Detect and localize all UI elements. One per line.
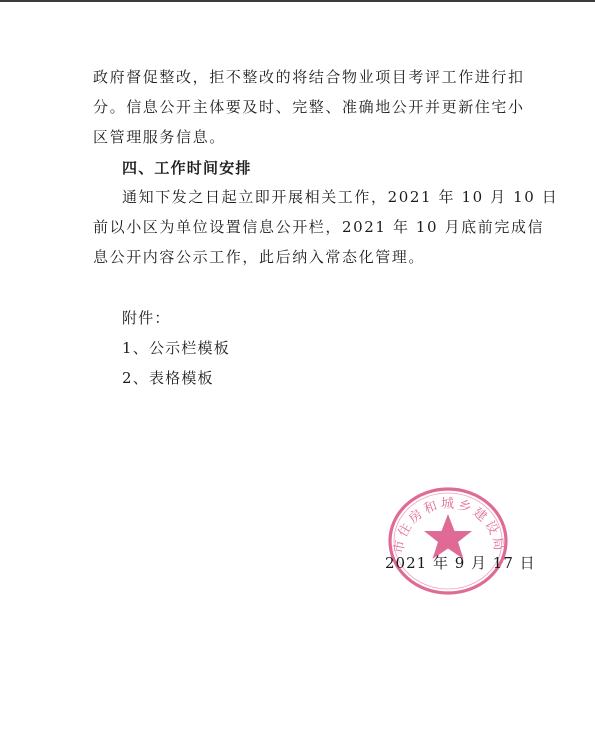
attachment-item: 2、表格模板 <box>122 369 214 387</box>
attachment-item: 1、公示栏模板 <box>122 339 230 357</box>
body-line: 区管理服务信息。 <box>93 128 226 146</box>
attachments-label: 附件： <box>122 309 171 327</box>
page-top-border <box>0 0 595 2</box>
official-seal-stamp <box>385 484 511 598</box>
body-line: 政府督促整改，拒不整改的将结合物业项目考评工作进行扣 <box>93 68 525 86</box>
seal-text: 市住房和城乡建设局 <box>391 497 507 555</box>
section-heading: 四、工作时间安排 <box>122 159 252 177</box>
document-date: 2021 年 9 月 17 日 <box>385 554 536 572</box>
body-line: 分。信息公开主体要及时、完整、准确地公开并更新住宅小 <box>93 98 525 116</box>
body-line: 息公开内容公示工作，此后纳入常态化管理。 <box>93 248 426 266</box>
body-line: 前以小区为单位设置信息公开栏，2021 年 10 月底前完成信 <box>93 218 545 236</box>
body-line: 通知下发之日起立即开展相关工作，2021 年 10 月 10 日 <box>122 188 559 206</box>
